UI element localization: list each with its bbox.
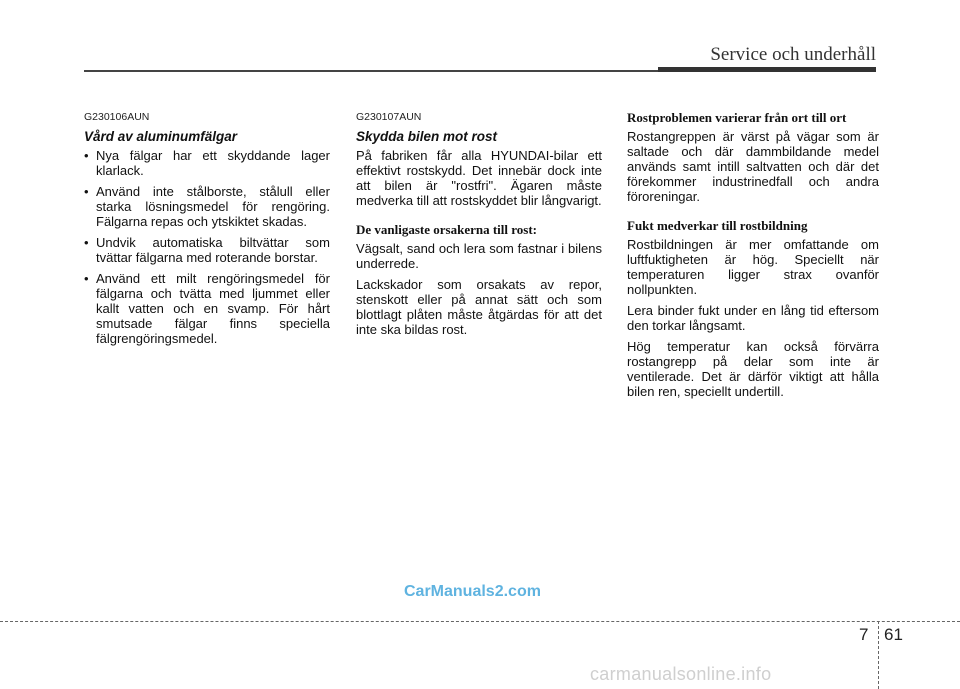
bullet-list — [84, 148, 330, 346]
header-rule-accent — [658, 67, 876, 72]
paragraph: Lackskador som orsakats av repor, stenskott eller på annat sätt och som blottlagt plåten måste åtgärdas för att det inte ska bildas rost. — [356, 277, 602, 337]
paragraph: Rostangreppen är värst på vägar som är saltade och där dammbildande medel används samt intill saltvatten och där det förekommer industrinedfall och andra föroreningar. — [627, 129, 879, 204]
list-item: • Undvik automatiska biltvättar som tvättar fälgarna med roterande borstar. — [84, 235, 330, 265]
bullet-icon: • — [84, 148, 89, 163]
paragraph: Lera binder fukt under en lång tid eftersom den torkar långsamt. — [627, 303, 879, 333]
site-watermark-link[interactable]: carmanualsonline.info — [590, 664, 772, 684]
header-rule — [84, 70, 658, 72]
paragraph: Vägsalt, sand och lera som fastnar i bilens underrede. — [356, 241, 602, 271]
watermark-link[interactable]: CarManuals2.com — [404, 583, 541, 600]
intro-paragraph: På fabriken får alla HYUNDAI-bilar ett effektivt rostskydd. Det innebär dock inte att bilen är "rostfri". Ägaren måste medverka till att rostskyddet blir långvarigt. — [356, 148, 602, 208]
bullet-icon: • — [84, 184, 89, 199]
footer-divider — [878, 621, 879, 689]
section-code: G230106AUN — [84, 111, 150, 123]
bullet-icon: • — [84, 271, 89, 286]
paragraph: Hög temperatur kan också förvärra rostangrepp på delar som inte är ventilerade. Det är därför viktigt att hålla bilen ren, speciellt undertill. — [627, 339, 879, 399]
section-heading: De vanligaste orsakerna till rost: — [356, 222, 538, 237]
chapter-number: 7 — [859, 625, 869, 644]
section-heading: Fukt medverkar till rostbildning — [627, 218, 808, 233]
column-aluminum-wheels — [84, 110, 330, 352]
footer-rule — [0, 621, 960, 622]
section-subtitle: Vård av aluminumfälgar — [84, 129, 238, 144]
bullet-icon: • — [84, 235, 89, 250]
list-item: • Använd inte stålborste, stålull eller starka lösningsmedel för rengöring. Fälgarna repas och ytskiktet skadas. — [84, 184, 330, 229]
column-rust-causes — [627, 110, 879, 405]
section-heading: Rostproblemen varierar från ort till ort — [627, 110, 847, 125]
section-code: G230107AUN — [356, 111, 422, 123]
section-subtitle: Skydda bilen mot rost — [356, 129, 498, 144]
list-item: • Använd ett milt rengöringsmedel för fälgarna och tvätta med ljummet eller kallt vatten och en svamp. För hårt smutsade fälgar finns speciella fälgrengöringsmedel. — [84, 271, 330, 346]
header-title: Service och underhåll — [710, 44, 876, 65]
paragraph: Rostbildningen är mer omfattande om luftfuktigheten är hög. Speciellt när temperaturen ligger strax ovanför nollpunkten. — [627, 237, 879, 297]
list-item: • Nya fälgar har ett skyddande lager klarlack. — [84, 148, 330, 178]
column-rust-protection — [356, 110, 602, 343]
page-number: 61 — [884, 625, 903, 644]
